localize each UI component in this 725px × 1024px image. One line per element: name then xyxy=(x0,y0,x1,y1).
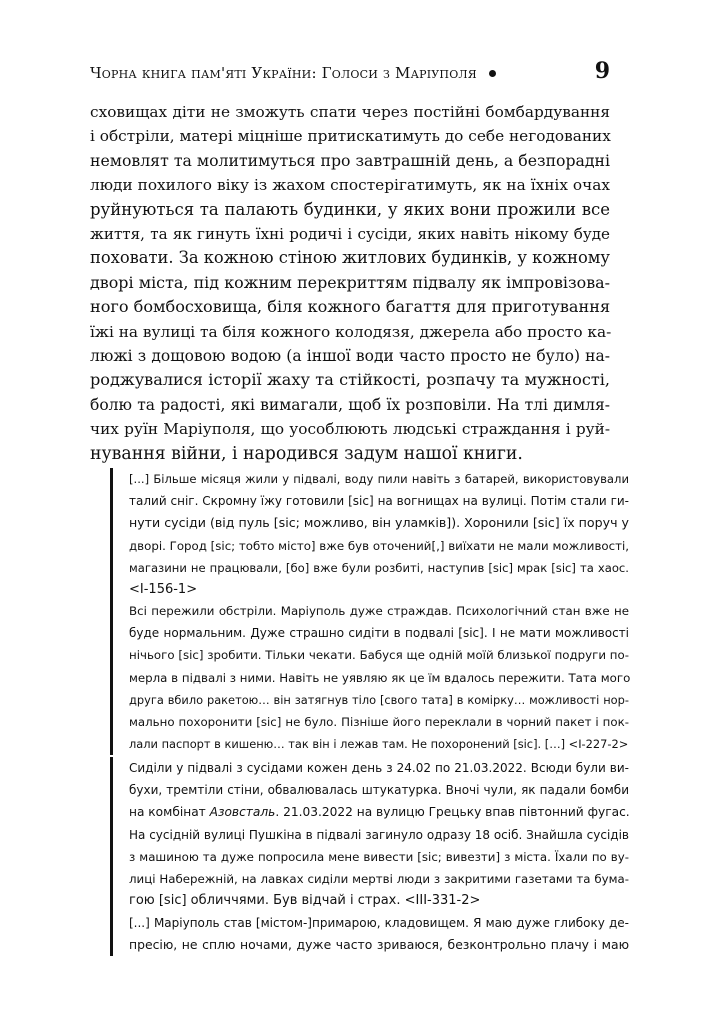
quote-line: магазини не працювали, [бо] вже були розбиті, наступив [sic] мрак [sic] та хаос. xyxy=(129,560,629,575)
quote-line: бухи, тремтіли стіни, обвалювалась штукатурка. Вночі чули, як падали бомби xyxy=(129,783,629,798)
quote-line: пресію, не сплю ночами, дуже часто зриваюся, безконтрольно плачу і маю xyxy=(129,937,629,953)
paragraph-line: чих руїн Маріуполя, що уособлюють людські страждання і руй- xyxy=(90,420,610,439)
quote-line: лиці Набережній, на лавках сиділи мертві люди з закритими газетами та бума- xyxy=(129,872,629,887)
paragraph-line: немовлят та молитимуться про завтрашній день, а безпорадні xyxy=(90,150,610,170)
quote-line: лали паспорт в кишеню… так він і лежав там. Не похоронений [sic]. […] <I-227-2> xyxy=(129,737,629,752)
running-head-title: Чорна книга пам'яті України: Голоси з Маріуполя xyxy=(90,64,477,82)
paragraph-line: люди похилого віку із жахом спостерігатимуть, як на їхніх очах xyxy=(90,176,610,195)
quote-line: <I-156-1> xyxy=(129,582,198,598)
quote-line: Всі пережили обстріли. Маріуполь дуже страждав. Психологічний стан вже не xyxy=(129,604,629,618)
running-head xyxy=(90,60,610,86)
paragraph-line: болю та радості, які вимагали, щоб їх розповіли. На тлі димля- xyxy=(90,395,610,414)
paragraph-line: роджувалися історії жаху та стійкості, розпачу та мужності, xyxy=(90,370,610,390)
testimony-quote xyxy=(110,912,629,956)
main-paragraph xyxy=(90,100,610,466)
paragraph-line: поховати. За кожною стіною житлових будинків, у кожному xyxy=(90,248,611,268)
paragraph-line: і обстріли, матері міцніше притискатимуть до себе негодованих xyxy=(90,127,611,146)
quote-line xyxy=(129,801,629,823)
paragraph-line: ного бомбосховища, біля кожного багаття для приготування xyxy=(90,297,611,317)
quote-line: мально похоронити [sic] не було. Пізніше його переклали в чорний пакет і пок- xyxy=(129,715,629,730)
paragraph-line: дворі міста, під кожним перекриттям підвалу як імпровізова- xyxy=(90,272,610,292)
quote-text: на комбінат xyxy=(129,805,210,820)
plant-name-italic: Азовсталь xyxy=(209,805,276,820)
quote-line: нічього [sic] зробити. Тільки чекати. Бабуся ще одній моїй близької подруги по- xyxy=(129,648,629,663)
testimony-quote xyxy=(110,757,629,912)
quote-text: . 21.03.2022 на вулицю Грецьку впав півтонний фугас. xyxy=(275,805,630,820)
testimony-quote xyxy=(110,600,629,755)
paragraph-line: люжі з дощовою водою (а іншої води часто просто не було) на- xyxy=(90,347,610,366)
quote-line: друга вбило ракетою… він затягнув тіло [свого тата] в комірку… можливості нор- xyxy=(129,692,629,707)
testimony-quote xyxy=(110,468,629,601)
paragraph-line: їжі на вулиці та біля кожного колодязя, джерела або просто ка- xyxy=(90,322,612,341)
paragraph-line: нування війни, і народився задум нашої книги. xyxy=(90,443,523,464)
paragraph-line: життя, та як гинуть їхні родичі і сусіди, яких навіть нікому буде xyxy=(90,225,610,244)
quote-line: мерла в підвалі з ними. Навіть не уявляю як це їм вдалось пережити. Тата мого xyxy=(129,670,631,685)
quote-line: нути сусіди (від пуль [sic; можливо, він уламків]). Хоронили [sic] їх поруч у xyxy=(129,515,629,531)
quote-line: На сусідній вулиці Пушкіна в підвалі загинуло одразу 18 осіб. Знайшла сусідів xyxy=(129,827,629,842)
bullet-icon xyxy=(489,70,496,77)
quote-line: з машиною та дуже попросила мене вивести [sic; вивезти] з міста. Їхали по ву- xyxy=(129,849,629,864)
quote-line: Сиділи у підвалі з сусідами кожен день з 24.02 по 21.03.2022. Всюди були ви- xyxy=(129,761,629,775)
quote-line: талий сніг. Скромну їжу готовили [sic] на вогнищах на вулиці. Потім стали ги- xyxy=(129,494,629,509)
paragraph-line: руйнуються та палають будинки, у яких вони прожили все xyxy=(90,199,610,219)
quote-line: гою [sic] обличчями. Був відчай і страх. <III-331-2> xyxy=(129,893,481,909)
quote-line: дворі. Город [sic; тобто місто] вже був оточений[,] виїхати не мали можливості, xyxy=(129,538,629,553)
quote-line: буде нормальним. Дуже страшно сидіти в подвалі [sic]. І не мати можливості xyxy=(129,626,629,641)
page-number: 9 xyxy=(594,58,610,84)
paragraph-line: сховищах діти не зможуть спати через постійні бомбардування xyxy=(90,103,610,121)
quote-line: [...] Більше місяця жили у підвалі, воду пили навіть з батарей, використовували xyxy=(129,472,629,486)
quote-line: [...] Маріуполь став [містом-]примарою, кладовищем. Я маю дуже глибоку де- xyxy=(129,916,629,930)
